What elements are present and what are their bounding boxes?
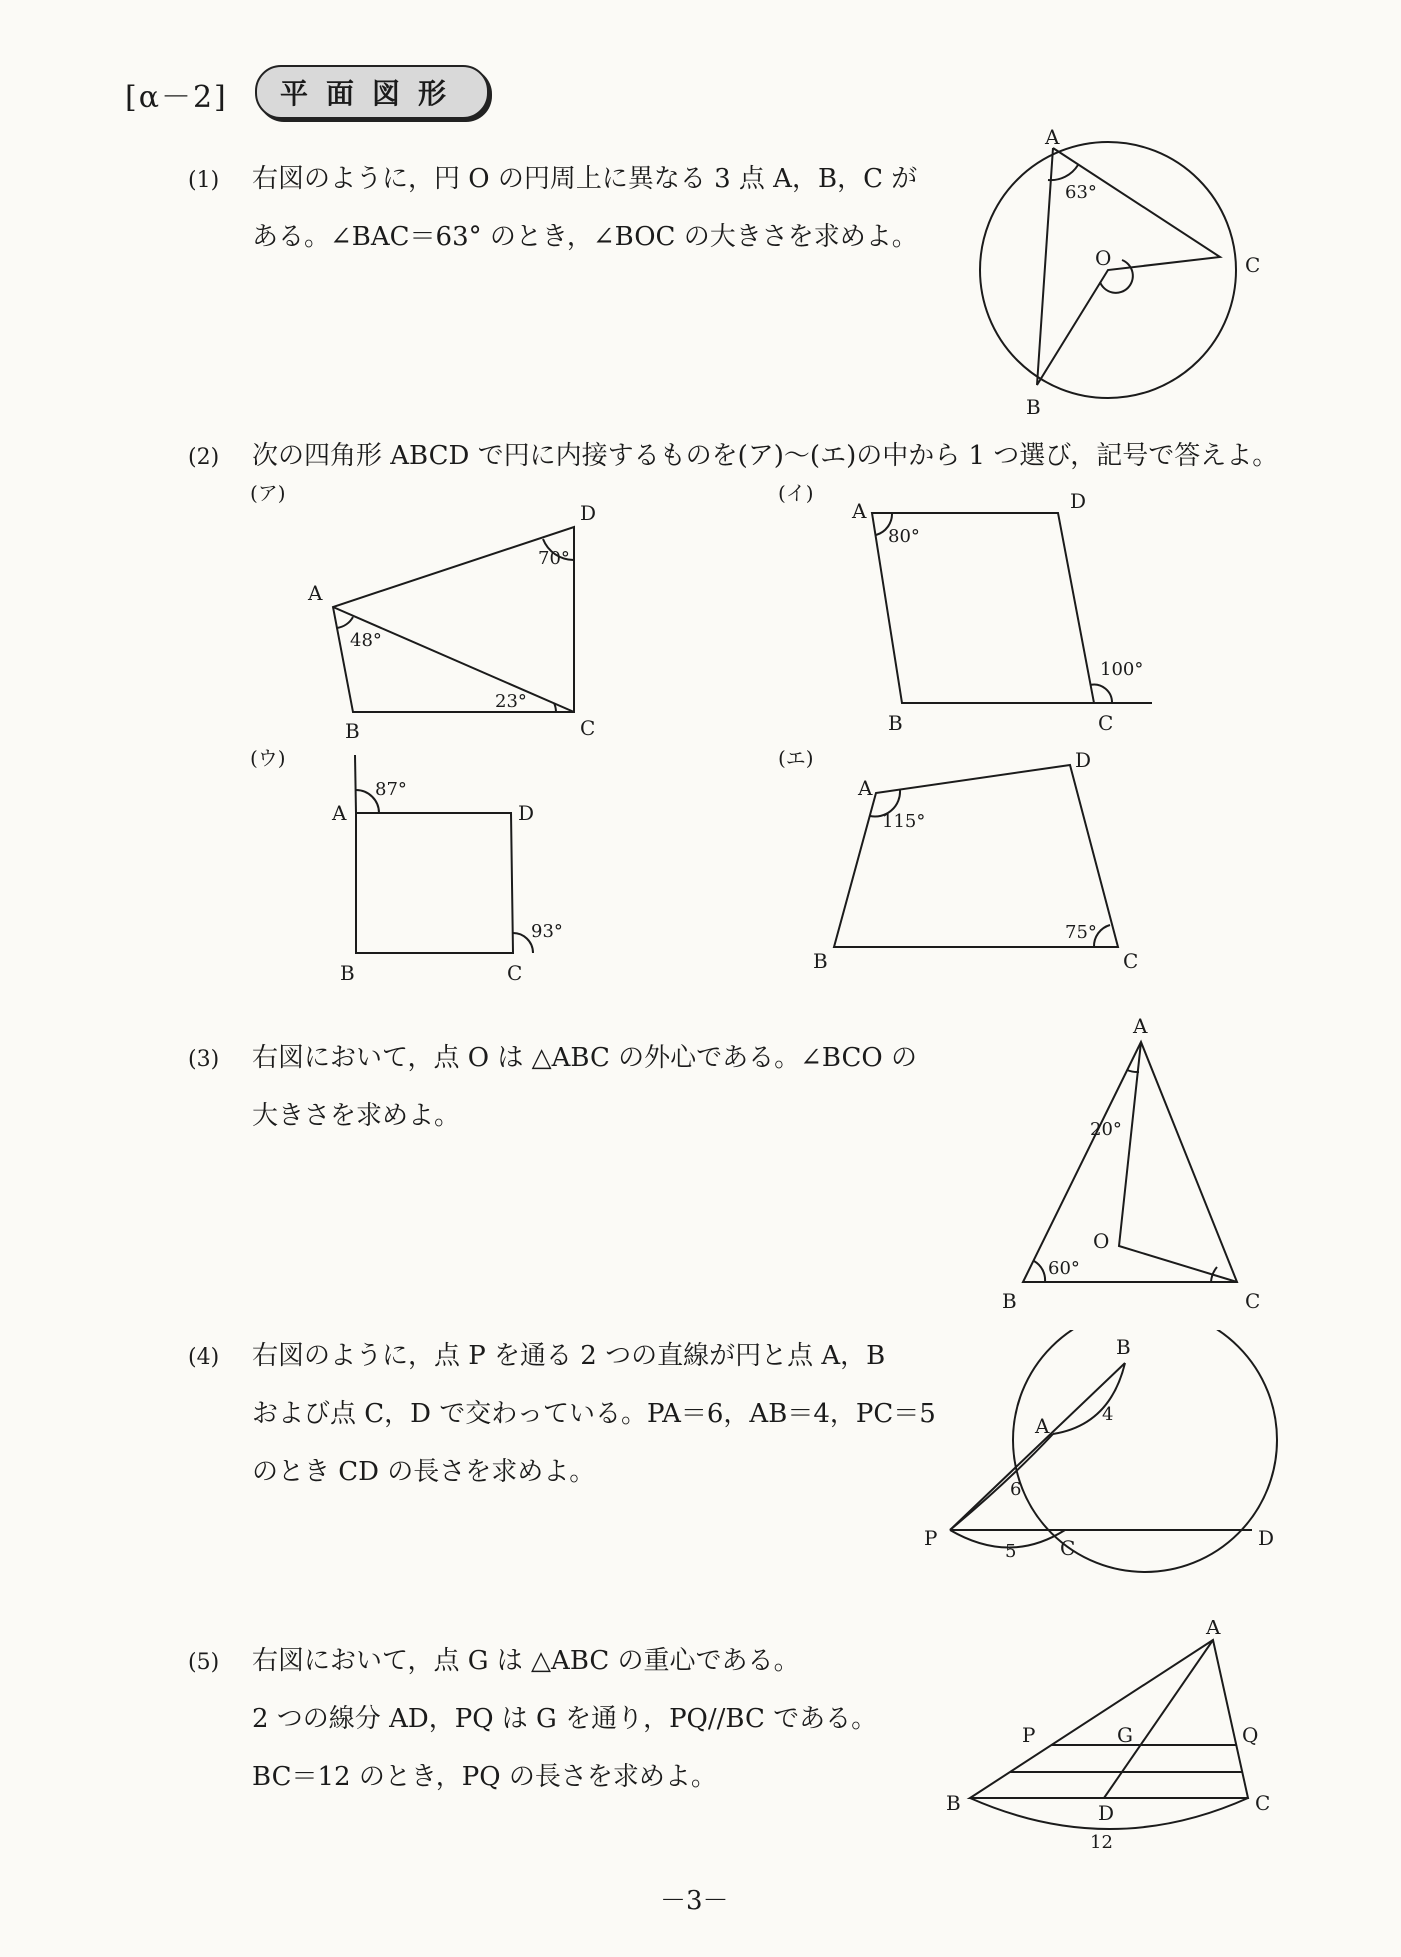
q4-number: (4): [188, 1345, 220, 1370]
q3-angle-a: 20°: [1090, 1119, 1122, 1140]
q2-u-label-a: A: [332, 801, 347, 825]
q4-line1: 右図のように，点 P を通る 2 つの直線が円と点 A，B: [252, 1341, 886, 1371]
q5-text: [252, 1632, 877, 1806]
q3-arc-b: [1034, 1261, 1045, 1282]
q3-center-lines: [1119, 1042, 1237, 1282]
q4-label-p: P: [924, 1526, 938, 1550]
q4-length-pc: 5: [1005, 1541, 1017, 1562]
q2-e-tag: (エ): [778, 746, 814, 770]
q3-triangle: [1023, 1042, 1237, 1282]
q3-figure: [960, 1010, 1280, 1330]
q2-e-label-b: B: [813, 949, 828, 973]
q2-u-extension: [355, 755, 356, 813]
q2-i-angle-c: 100°: [1100, 659, 1144, 680]
q3-label-a: A: [1133, 1014, 1148, 1038]
section-title-badge: [255, 65, 489, 119]
q2-u-quad: [356, 813, 513, 953]
q4-line3: のとき CD の長さを求めよ。: [252, 1457, 596, 1487]
q1-text: [252, 150, 918, 266]
q3-text: [252, 1029, 917, 1145]
q5-label-g: G: [1117, 1723, 1133, 1747]
q2-u-label-b: B: [340, 961, 355, 985]
q2-a-angle-c: 23°: [495, 691, 527, 712]
q1-line1: 右図のように，円 O の円周上に異なる 3 点 A，B，C が: [252, 164, 918, 194]
q3-line1: 右図において，点 O は △ABC の外心である。∠BCO の: [252, 1043, 917, 1073]
q2-number: (2): [188, 445, 220, 470]
q3-label-c: C: [1245, 1289, 1261, 1313]
q5-figure: [930, 1620, 1270, 1870]
q2-figure-e: [770, 740, 1150, 990]
q2-a-angle-a: 48°: [350, 630, 382, 651]
q2-e-label-a: A: [858, 776, 873, 800]
q2-a-label-c: C: [580, 716, 596, 740]
q3-angle-b: 60°: [1048, 1258, 1080, 1279]
q1-angle-label: 63°: [1065, 182, 1097, 203]
q2-figure-a: [240, 480, 630, 740]
q2-i-label-a: A: [852, 499, 867, 523]
q2-e-label-c: C: [1123, 949, 1139, 973]
q2-a-arc-a: [337, 617, 353, 628]
q2-u-angle-c: 93°: [531, 921, 563, 942]
q2-e-label-d: D: [1075, 748, 1092, 772]
q5-line1: 右図において，点 G は △ABC の重心である。: [252, 1646, 800, 1676]
q2-i-label-c: C: [1098, 711, 1114, 735]
q5-label-p: P: [1022, 1723, 1036, 1747]
q1-number: (1): [188, 168, 220, 193]
q4-label-c: C: [1060, 1536, 1076, 1560]
q2-text: 次の四角形 ABCD で円に内接するものを(ア)～(エ)の中から 1 つ選び，記号で答えよ。: [252, 441, 1279, 471]
q5-length-bc: 12: [1090, 1832, 1113, 1853]
q2-u-label-c: C: [507, 961, 523, 985]
q2-i-label-b: B: [888, 711, 903, 735]
q4-length-ab: 4: [1102, 1404, 1114, 1425]
q3-line2: 大きさを求めよ。: [252, 1101, 461, 1131]
q2-i-angle-a: 80°: [888, 526, 920, 547]
q2-e-angle-a: 115°: [882, 811, 926, 832]
q2-figure-u: [240, 740, 580, 1000]
q4-label-b: B: [1116, 1335, 1131, 1359]
q2-i-label-d: D: [1070, 489, 1087, 513]
q2-a-label-d: D: [580, 501, 597, 525]
q2-a-angle-d: 70°: [538, 548, 570, 569]
q2-u-tag: (ウ): [250, 746, 286, 770]
section-title: 平面図形: [279, 77, 464, 110]
q5-label-c: C: [1255, 1791, 1270, 1815]
q4-line2: および点 C，D で交わっている。PA＝6，AB＝4，PC＝5: [252, 1399, 936, 1429]
section-code: [α－2]: [125, 80, 228, 115]
q2-u-label-d: D: [518, 801, 535, 825]
q3-label-o: O: [1093, 1229, 1110, 1253]
q1-label-a: A: [1045, 125, 1060, 149]
q2-a-label-b: B: [345, 719, 360, 740]
q5-triangle: [970, 1640, 1248, 1798]
q5-line2: 2 つの線分 AD，PQ は G を通り，PQ//BC である。: [252, 1704, 878, 1734]
q1-line2: ある。∠BAC＝63° のとき，∠BOC の大きさを求めよ。: [252, 222, 918, 252]
q3-number: (3): [188, 1047, 220, 1072]
q2-a-tag: (ア): [250, 481, 286, 505]
q2-i-tag: (イ): [778, 481, 814, 505]
q4-length-pa: 6: [1010, 1479, 1022, 1500]
q2-figure-i: [770, 480, 1170, 740]
q3-label-b: B: [1002, 1289, 1017, 1313]
q2-u-arc-c: [512, 933, 533, 953]
q1-label-o: O: [1095, 246, 1112, 270]
q4-label-a: A: [1035, 1414, 1050, 1438]
q5-label-d: D: [1098, 1801, 1115, 1825]
q2-e-quad: [834, 765, 1118, 947]
q4-figure: [910, 1330, 1290, 1590]
q4-label-d: D: [1258, 1526, 1275, 1550]
q2-a-label-a: A: [308, 581, 323, 605]
q1-figure: [960, 120, 1280, 430]
q2-a-diagonal: [333, 607, 574, 712]
q5-label-q: Q: [1242, 1723, 1259, 1747]
q1-label-b: B: [1026, 395, 1041, 419]
q5-median-ad: [1104, 1640, 1213, 1798]
q5-line3: BC＝12 のとき，PQ の長さを求めよ。: [252, 1762, 717, 1792]
q5-number: (5): [188, 1650, 220, 1675]
q4-secant-pb: [950, 1363, 1125, 1530]
q1-label-c: C: [1245, 253, 1261, 277]
q5-label-a: A: [1206, 1620, 1221, 1639]
q4-text: [252, 1327, 936, 1501]
q4-circle: [1013, 1330, 1277, 1572]
q2-u-angle-a: 87°: [375, 779, 407, 800]
q2-e-angle-c: 75°: [1065, 922, 1097, 943]
q5-label-b: B: [946, 1791, 961, 1815]
page-number: －3－: [660, 1886, 729, 1916]
